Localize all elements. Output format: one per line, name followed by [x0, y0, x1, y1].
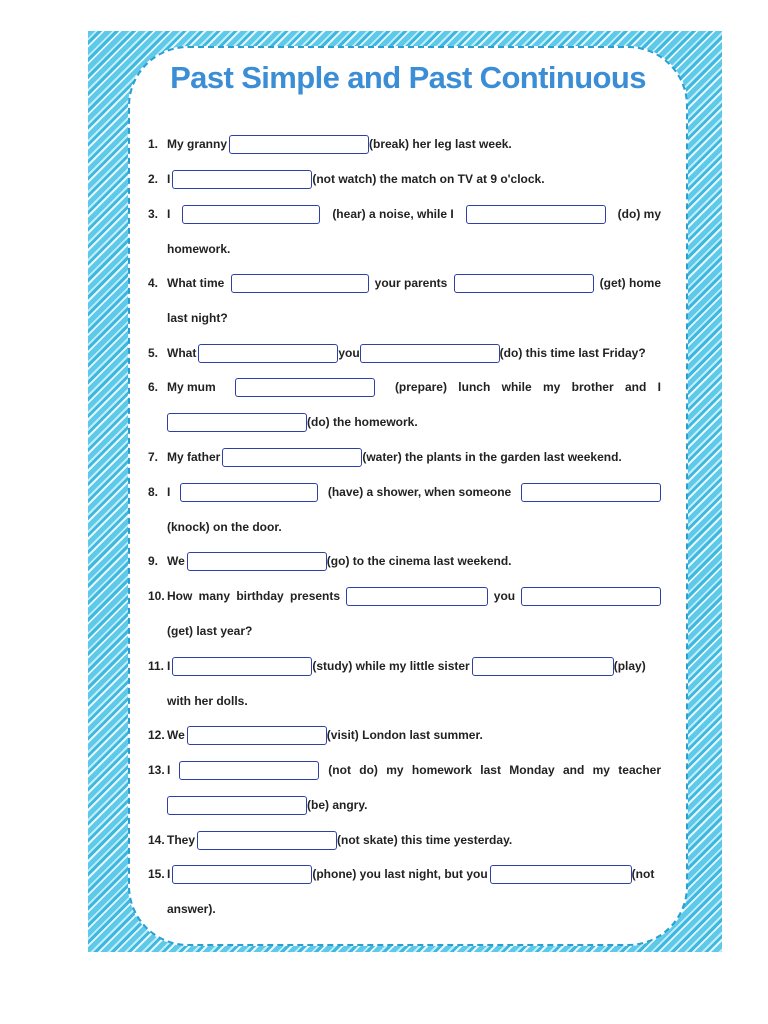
item-text: I [167, 207, 171, 221]
item-text: homework. [167, 242, 231, 256]
answer-input[interactable] [521, 587, 661, 606]
answer-input[interactable] [167, 413, 307, 432]
item-text: (get) last year? [167, 624, 253, 638]
item-text: I [167, 659, 171, 673]
answer-input[interactable] [454, 274, 594, 293]
item-text: (play) [613, 659, 646, 673]
item-number: 10. [148, 589, 165, 603]
item-number: 14. [148, 833, 165, 847]
exercise-item-13-continued [167, 796, 661, 814]
item-text: My mum [167, 380, 216, 394]
item-text: (phone) you last night, but you [312, 867, 488, 881]
item-text: (go) to the cinema last weekend. [326, 554, 512, 568]
item-text: you [338, 346, 360, 360]
item-text: What [167, 346, 197, 360]
exercise-item-10-continued [167, 622, 661, 640]
answer-input[interactable] [167, 796, 307, 815]
item-text: What time [167, 276, 225, 290]
item-text: (have) a shower, when someone [327, 485, 512, 499]
exercise-item-15-continued [167, 900, 661, 918]
item-text: We [167, 554, 185, 568]
answer-input[interactable] [466, 205, 606, 224]
item-number: 3. [148, 207, 159, 221]
answer-input[interactable] [197, 831, 337, 850]
item-number: 2. [148, 172, 159, 186]
item-number: 6. [148, 380, 159, 394]
item-text: (do) my [617, 207, 661, 221]
item-number: 8. [148, 485, 159, 499]
item-number: 9. [148, 554, 159, 568]
item-text: (not do) my homework last Monday and my teacher [328, 763, 661, 777]
answer-input[interactable] [187, 552, 327, 571]
item-number: 1. [148, 137, 159, 151]
item-text: (prepare) lunch while my brother and I [394, 380, 661, 394]
item-text: (get) home [599, 276, 661, 290]
item-text: your parents [374, 276, 448, 290]
item-text: (do) this time last Friday? [499, 346, 646, 360]
exercise-item-5 [148, 344, 661, 362]
exercise-item-11 [148, 657, 661, 675]
item-text: (visit) London last summer. [326, 728, 483, 742]
exercise-item-7 [148, 448, 661, 466]
item-text: (knock) on the door. [167, 520, 282, 534]
answer-input[interactable] [231, 274, 369, 293]
item-text: (hear) a noise, while I [332, 207, 454, 221]
exercise-item-9 [148, 552, 661, 570]
exercise-item-12 [148, 726, 661, 744]
answer-input[interactable] [180, 483, 318, 502]
item-text: I [167, 172, 171, 186]
answer-input[interactable] [229, 135, 369, 154]
exercise-item-2 [148, 170, 661, 188]
answer-input[interactable] [198, 344, 338, 363]
exercise-item-14 [148, 831, 661, 849]
exercise-item-13 [148, 761, 661, 779]
item-number: 11. [148, 659, 165, 673]
item-text: (water) the plants in the garden last weekend. [362, 450, 622, 464]
item-text: I [167, 867, 171, 881]
exercise-item-15 [148, 865, 661, 883]
item-text: My father [167, 450, 221, 464]
item-text: We [167, 728, 185, 742]
exercise-item-3-continued [167, 240, 661, 258]
exercise-item-8 [148, 483, 661, 501]
item-text: (not watch) the match on TV at 9 o'clock. [312, 172, 545, 186]
exercise-item-4 [148, 274, 661, 292]
item-text: (not [631, 867, 655, 881]
item-text: I [167, 485, 171, 499]
exercise-item-11-continued [167, 692, 661, 710]
item-number: 13. [148, 763, 165, 777]
answer-input[interactable] [472, 657, 614, 676]
exercise-item-6-continued [167, 413, 661, 431]
answer-input[interactable] [172, 865, 312, 884]
item-text: My granny [167, 137, 228, 151]
answer-input[interactable] [235, 378, 375, 397]
item-text: I [167, 763, 171, 777]
exercise-item-4-continued [167, 309, 661, 327]
exercise-item-3 [148, 205, 661, 223]
item-number: 7. [148, 450, 159, 464]
item-text: last night? [167, 311, 228, 325]
answer-input[interactable] [346, 587, 488, 606]
answer-input[interactable] [187, 726, 327, 745]
exercise-item-8-continued [167, 518, 661, 536]
answer-input[interactable] [360, 344, 500, 363]
item-text: answer). [167, 902, 216, 916]
item-text: (be) angry. [307, 798, 368, 812]
item-text: (study) while my little sister [312, 659, 470, 673]
answer-input[interactable] [521, 483, 661, 502]
item-text: with her dolls. [167, 694, 248, 708]
item-text: (break) her leg last week. [369, 137, 512, 151]
item-text: (not skate) this time yesterday. [337, 833, 513, 847]
item-number: 4. [148, 276, 159, 290]
answer-input[interactable] [222, 448, 362, 467]
item-text: you [493, 589, 516, 603]
answer-input[interactable] [490, 865, 632, 884]
answer-input[interactable] [182, 205, 320, 224]
item-number: 5. [148, 346, 159, 360]
exercise-item-6 [148, 378, 661, 396]
item-text: (do) the homework. [307, 415, 418, 429]
answer-input[interactable] [172, 170, 312, 189]
item-text: They [167, 833, 196, 847]
answer-input[interactable] [172, 657, 312, 676]
worksheet-title: Past Simple and Past Continuous [170, 60, 646, 95]
item-number: 15. [148, 867, 165, 881]
item-number: 12. [148, 728, 165, 742]
answer-input[interactable] [179, 761, 319, 780]
exercise-item-10 [148, 587, 661, 605]
exercise-item-1 [148, 135, 661, 153]
item-text: How many birthday presents [167, 589, 341, 603]
